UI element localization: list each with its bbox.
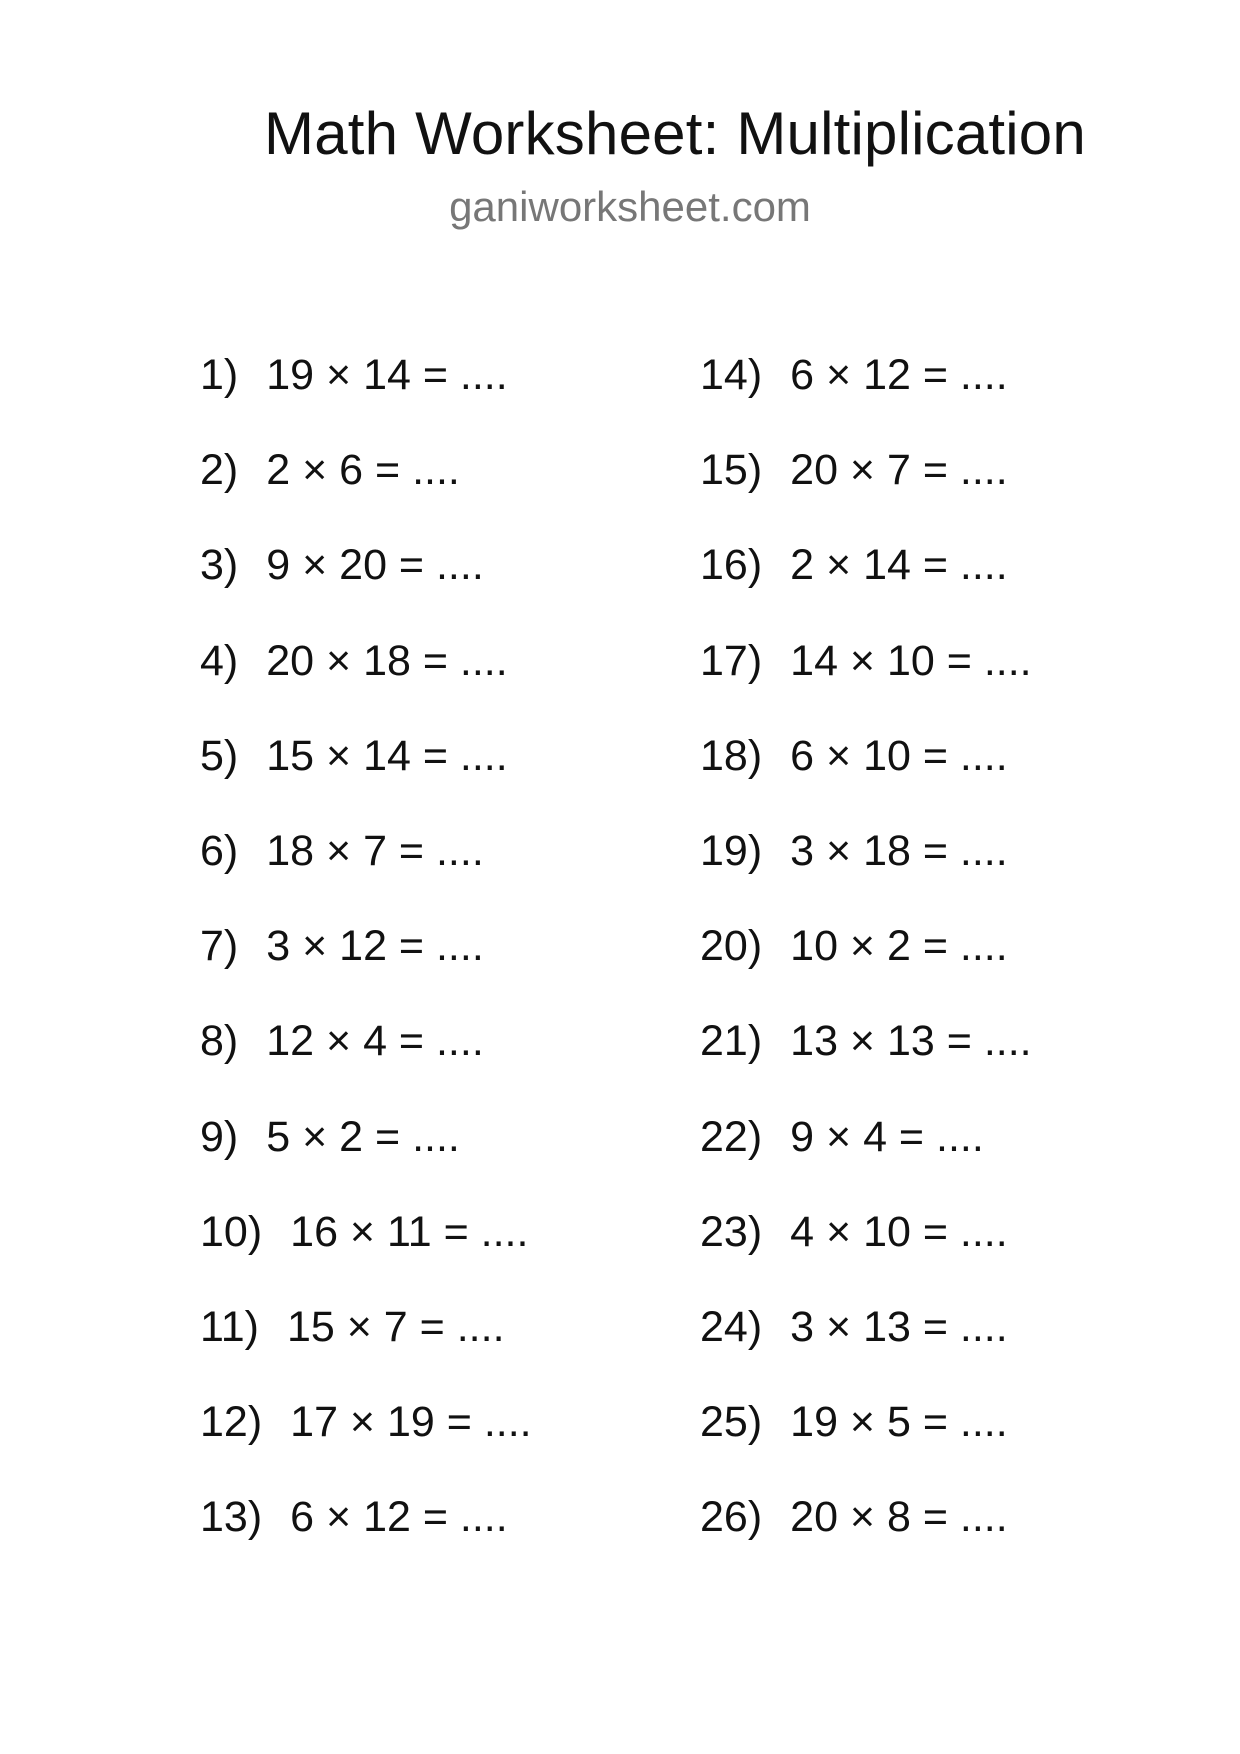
problem-10 <box>200 1202 620 1297</box>
problem-expression: 6 × 12 = .... <box>290 1493 508 1542</box>
problem-expression: 6 × 12 = .... <box>790 351 1008 399</box>
problem-expression: 6 × 10 = .... <box>790 731 1008 780</box>
problem-number: 2) <box>200 446 239 495</box>
problem-number: 11) <box>200 1302 259 1351</box>
left-problem-column <box>200 345 620 1582</box>
page-title: Math Worksheet: Multiplication <box>264 100 1086 167</box>
problem-17 <box>700 631 1160 726</box>
right-problem-column <box>700 345 1160 1582</box>
problem-number: 25) <box>700 1398 763 1447</box>
problem-expression: 20 × 7 = .... <box>790 446 1008 495</box>
problem-expression: 9 × 20 = .... <box>266 541 484 590</box>
problem-number: 21) <box>700 1017 763 1066</box>
problem-number: 12) <box>200 1398 263 1447</box>
problem-number: 10) <box>200 1207 263 1256</box>
problem-number: 7) <box>200 922 239 971</box>
problem-25 <box>700 1392 1160 1487</box>
problem-number: 17) <box>700 636 763 685</box>
problem-11 <box>200 1297 620 1392</box>
problem-expression: 12 × 4 = .... <box>266 1017 484 1066</box>
problem-expression: 14 × 10 = .... <box>790 636 1032 685</box>
problem-expression: 2 × 6 = .... <box>266 446 460 495</box>
problem-expression: 18 × 7 = .... <box>266 826 484 875</box>
problem-1 <box>200 345 620 440</box>
problem-number: 8) <box>200 1017 239 1066</box>
problem-7 <box>200 916 620 1011</box>
problem-18 <box>700 726 1160 821</box>
problem-22 <box>700 1107 1160 1202</box>
problem-number: 9) <box>200 1112 239 1161</box>
problem-number: 5) <box>200 731 239 780</box>
problem-expression: 2 × 14 = .... <box>790 541 1008 590</box>
problem-number: 22) <box>700 1112 763 1161</box>
problem-6 <box>200 821 620 916</box>
problem-expression: 20 × 18 = .... <box>266 636 508 685</box>
problem-number: 14) <box>700 351 763 399</box>
problem-number: 26) <box>700 1493 763 1542</box>
problem-4 <box>200 631 620 726</box>
problem-2 <box>200 440 620 535</box>
problem-expression: 3 × 12 = .... <box>266 922 484 971</box>
problem-16 <box>700 535 1160 630</box>
problem-14 <box>700 345 1160 440</box>
problem-12 <box>200 1392 620 1487</box>
problem-expression: 9 × 4 = .... <box>790 1112 984 1161</box>
problem-expression: 16 × 11 = .... <box>290 1207 529 1256</box>
problem-19 <box>700 821 1160 916</box>
problem-expression: 3 × 13 = .... <box>790 1302 1008 1351</box>
problem-26 <box>700 1487 1160 1582</box>
problem-number: 19) <box>700 826 763 875</box>
problem-21 <box>700 1011 1160 1106</box>
problem-expression: 20 × 8 = .... <box>790 1493 1008 1542</box>
problem-13 <box>200 1487 620 1582</box>
problem-expression: 17 × 19 = .... <box>290 1398 532 1447</box>
problem-number: 1) <box>200 351 239 399</box>
problem-expression: 15 × 7 = .... <box>286 1302 505 1351</box>
problem-9 <box>200 1107 620 1202</box>
problem-8 <box>200 1011 620 1106</box>
problem-expression: 5 × 2 = .... <box>266 1112 460 1161</box>
problem-23 <box>700 1202 1160 1297</box>
problem-number: 13) <box>200 1493 263 1542</box>
problem-expression: 13 × 13 = .... <box>790 1017 1032 1066</box>
problem-number: 15) <box>700 446 763 495</box>
problem-expression: 10 × 2 = .... <box>790 922 1008 971</box>
problem-expression: 4 × 10 = .... <box>790 1207 1008 1256</box>
problem-expression: 19 × 5 = .... <box>790 1398 1008 1447</box>
problem-expression: 15 × 14 = .... <box>266 731 508 780</box>
problem-15 <box>700 440 1160 535</box>
problem-20 <box>700 916 1160 1011</box>
problem-5 <box>200 726 620 821</box>
problem-number: 3) <box>200 541 239 590</box>
problem-number: 18) <box>700 731 763 780</box>
problem-number: 16) <box>700 541 763 590</box>
problem-number: 6) <box>200 826 239 875</box>
problem-24 <box>700 1297 1160 1392</box>
problem-number: 4) <box>200 636 239 685</box>
problem-expression: 3 × 18 = .... <box>790 826 1008 875</box>
problem-number: 24) <box>700 1302 763 1351</box>
problem-3 <box>200 535 620 630</box>
problem-number: 23) <box>700 1207 763 1256</box>
problem-number: 20) <box>700 922 763 971</box>
page-subtitle: ganiworksheet.com <box>449 183 811 230</box>
problem-expression: 19 × 14 = .... <box>266 351 508 399</box>
